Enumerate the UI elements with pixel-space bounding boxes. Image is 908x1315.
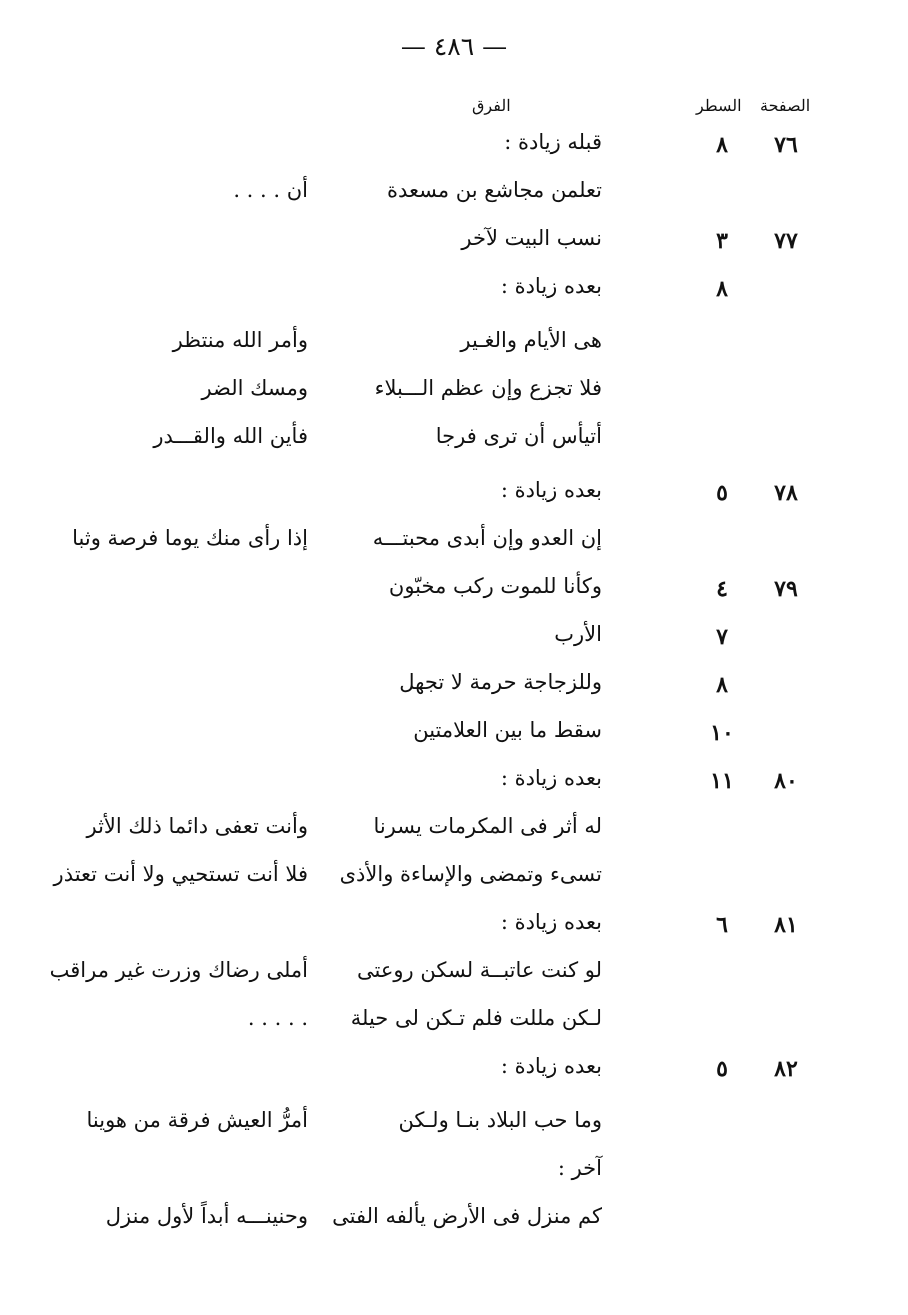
note-text: نسب البيت لآخر <box>461 226 602 250</box>
line-ref: ٦ <box>716 912 728 938</box>
verse-second-hemistich: أمرُّ العيش فرقة من هوينا <box>86 1108 308 1132</box>
verse-second-hemistich: أن . . . . <box>233 178 308 202</box>
note-text: بعده زيادة : <box>500 1054 602 1078</box>
verse-second-hemistich: إذا رأى منك يوما فرصة وثبا <box>72 526 308 550</box>
variant-readings-list <box>0 124 908 1246</box>
line-ref: ٨ <box>716 276 728 302</box>
note-text: آخر : <box>557 1156 602 1180</box>
verse-row <box>0 172 908 220</box>
verse-row <box>0 322 908 370</box>
note-row <box>0 268 908 322</box>
verse-row <box>0 520 908 568</box>
verse-row <box>0 418 908 472</box>
note-text: سقط ما بين العلامتين <box>413 718 602 742</box>
note-row <box>0 220 908 268</box>
line-ref: ٧ <box>716 624 728 650</box>
note-text: الأرب <box>554 622 602 646</box>
verse-second-hemistich: ومسك الضر <box>201 376 308 400</box>
note-text: قبله زيادة : <box>504 130 602 154</box>
line-ref: ٨ <box>716 132 728 158</box>
verse-first-hemistich: إن العدو وإن أبدى محبتـــه <box>372 526 602 550</box>
verse-first-hemistich: له أثر فى المكرمات يسرنا <box>373 814 602 838</box>
note-row <box>0 568 908 616</box>
note-row <box>0 760 908 808</box>
note-row <box>0 1150 908 1198</box>
verse-row <box>0 1102 908 1150</box>
page-ref: ٧٦ <box>774 132 798 158</box>
note-row <box>0 712 908 760</box>
verse-row <box>0 856 908 904</box>
verse-first-hemistich: تسىء وتمضى والإساءة والأذى <box>339 862 602 886</box>
page-number: — ٤٨٦ — <box>400 32 508 61</box>
note-text: بعده زيادة : <box>500 766 602 790</box>
verse-first-hemistich: وما حب البلاد بنـا ولـكن <box>398 1108 602 1132</box>
page-ref: ٨٢ <box>774 1056 798 1082</box>
column-header-difference: الفرق <box>472 96 511 115</box>
line-ref: ٥ <box>716 1056 728 1082</box>
note-row <box>0 616 908 664</box>
verse-first-hemistich: هى الأيام والغـير <box>460 328 602 352</box>
page-ref: ٨١ <box>774 912 798 938</box>
note-row <box>0 1048 908 1102</box>
verse-second-hemistich: وأنت تعفى دائما ذلك الأثر <box>86 814 308 838</box>
page-ref: ٧٩ <box>774 576 798 602</box>
line-ref: ١٠ <box>710 720 734 746</box>
line-ref: ٨ <box>716 672 728 698</box>
note-row <box>0 664 908 712</box>
page-ref: ٧٧ <box>774 228 798 254</box>
note-text: بعده زيادة : <box>500 910 602 934</box>
note-row <box>0 904 908 952</box>
line-ref: ١١ <box>710 768 734 794</box>
line-ref: ٥ <box>716 480 728 506</box>
line-ref: ٤ <box>716 576 728 602</box>
verse-row <box>0 808 908 856</box>
verse-first-hemistich: فلا تجزع وإن عظم الـــبلاء <box>374 376 602 400</box>
verse-second-hemistich: فأين الله والقـــدر <box>153 424 308 448</box>
column-header-line: السطر <box>696 96 742 115</box>
note-text: وللزجاجة حرمة لا تجهل <box>399 670 602 694</box>
verse-first-hemistich: أتيأس أن ترى فرجا <box>435 424 602 448</box>
verse-row <box>0 1198 908 1246</box>
verse-first-hemistich: كم منزل فى الأرض يألفه الفتى <box>332 1204 602 1228</box>
verse-second-hemistich: وحنينـــه أبداً لأول منزل <box>105 1204 308 1228</box>
note-text: وكأنا للموت ركب مخبّون <box>388 574 602 598</box>
verse-row <box>0 370 908 418</box>
note-text: بعده زيادة : <box>500 478 602 502</box>
note-text: بعده زيادة : <box>500 274 602 298</box>
line-ref: ٣ <box>716 228 728 254</box>
note-row <box>0 472 908 520</box>
verse-first-hemistich: لو كنت عاتبــة لسكن روعتى <box>357 958 602 982</box>
verse-second-hemistich: أملى رضاك وزرت غير مراقب <box>49 958 308 982</box>
page-ref: ٧٨ <box>774 480 798 506</box>
verse-row <box>0 952 908 1000</box>
note-row <box>0 124 908 172</box>
verse-first-hemistich: تعلمن مجاشع بن مسعدة <box>386 178 602 202</box>
page-ref: ٨٠ <box>774 768 798 794</box>
verse-first-hemistich: لـكن مللت فلم تـكن لى حيلة <box>350 1006 602 1030</box>
verse-second-hemistich: وأمر الله منتظر <box>172 328 308 352</box>
verse-row <box>0 1000 908 1048</box>
column-header-page: الصفحة <box>760 96 811 115</box>
verse-second-hemistich: . . . . . <box>247 1006 308 1030</box>
verse-second-hemistich: فلا أنت تستحيي ولا أنت تعتذر <box>53 862 308 886</box>
